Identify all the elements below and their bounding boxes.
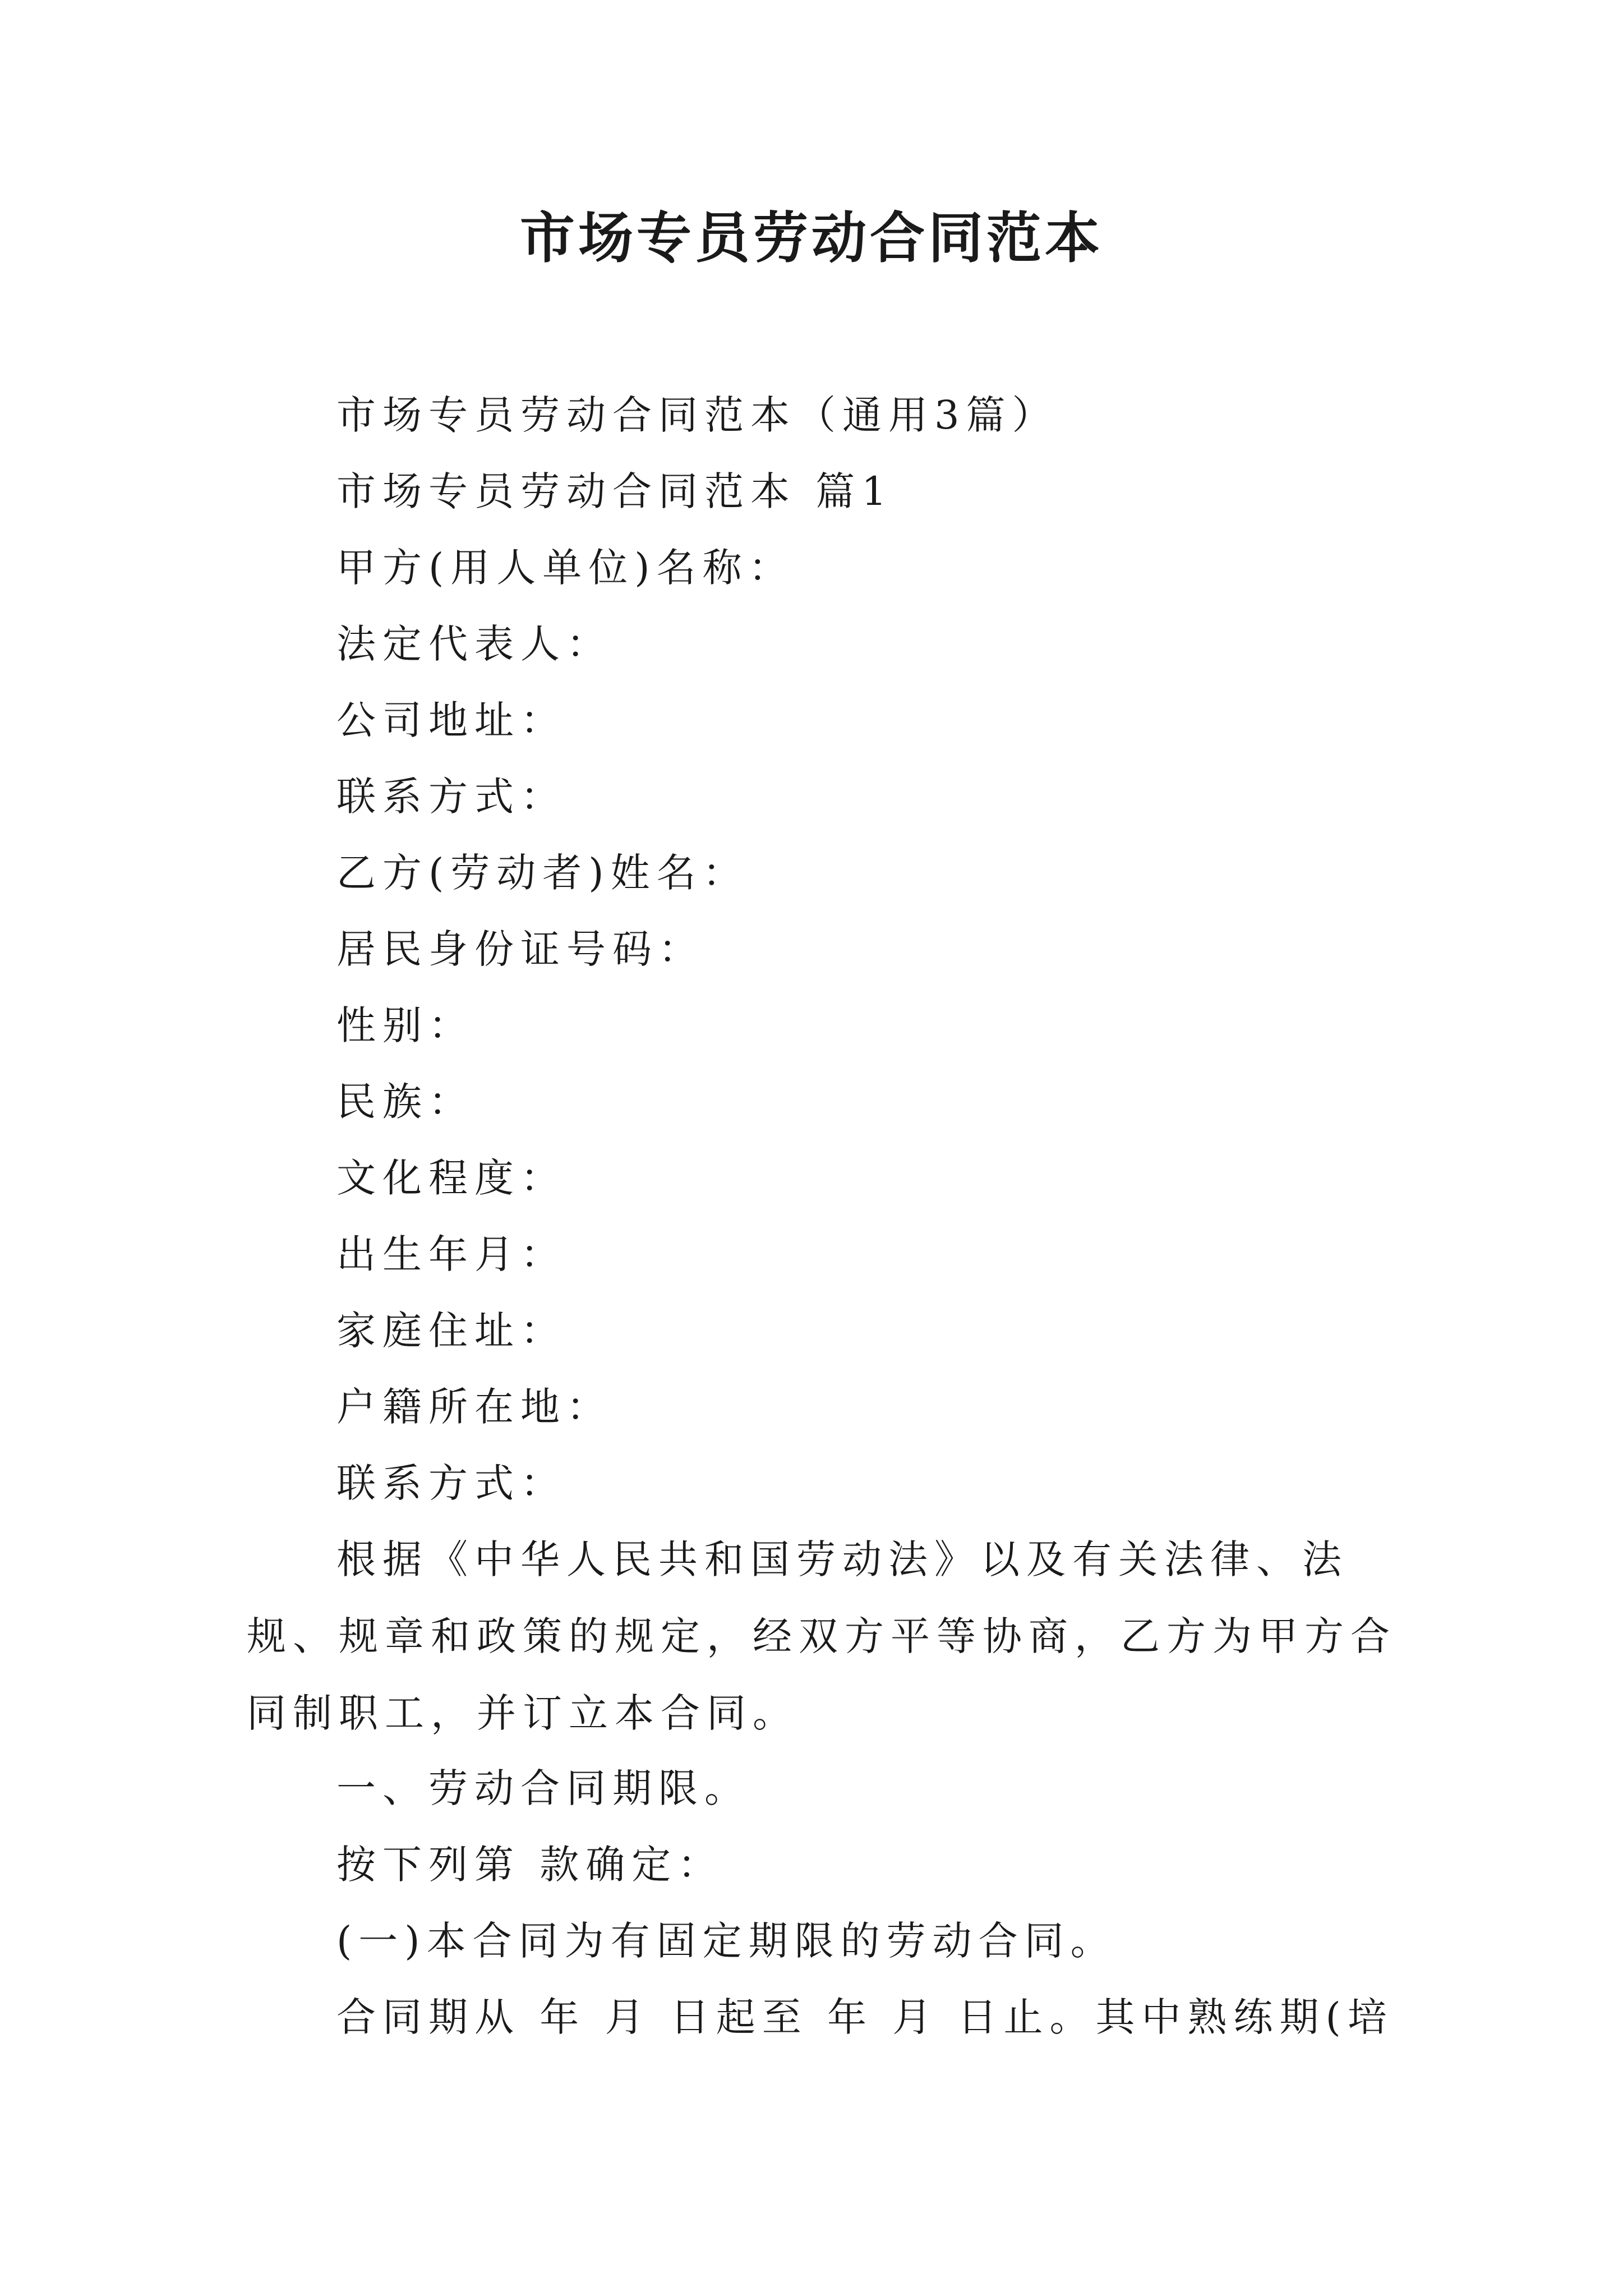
field-party-a-name: 甲方(用人单位)名称：	[336, 545, 795, 591]
section-heading: 市场专员劳动合同范本 篇1	[336, 468, 893, 514]
clause-text: 按下列第 款确定：	[336, 1842, 724, 1888]
field-party-a-contact: 联系方式：	[336, 774, 566, 820]
field-education: 文化程度：	[336, 1155, 566, 1201]
field-legal-representative: 法定代表人：	[336, 621, 612, 667]
preamble-paragraph: 根据《中华人民共和国劳动法》以及有关法律、法规、规章和政策的规定，经双方平等协商，乙方为甲方合同制职工，并订立本合同。	[247, 1536, 1396, 1736]
field-ethnicity: 民族：	[336, 1079, 474, 1125]
field-home-address: 家庭住址：	[336, 1308, 566, 1354]
clause-subitem: (一)本合同为有固定期限的劳动合同。	[336, 1918, 1117, 1964]
field-birth-date: 出生年月：	[336, 1231, 566, 1277]
clause-heading: 一、劳动合同期限。	[336, 1765, 750, 1811]
field-household-registration: 户籍所在地：	[336, 1384, 612, 1430]
field-id-number: 居民身份证号码：	[336, 926, 704, 972]
clause-term-text: 合同期从 年 月 日起至 年 月 日止。其中熟练期(培	[336, 1994, 1394, 2040]
subtitle-line: 市场专员劳动合同范本（通用3篇）	[336, 392, 1058, 438]
document-title: 市场专员劳动合同范本	[519, 206, 1103, 270]
field-gender: 性别：	[336, 1002, 474, 1048]
field-company-address: 公司地址：	[336, 697, 566, 743]
field-party-b-name: 乙方(劳动者)姓名：	[336, 850, 749, 896]
field-party-b-contact: 联系方式：	[336, 1460, 566, 1506]
